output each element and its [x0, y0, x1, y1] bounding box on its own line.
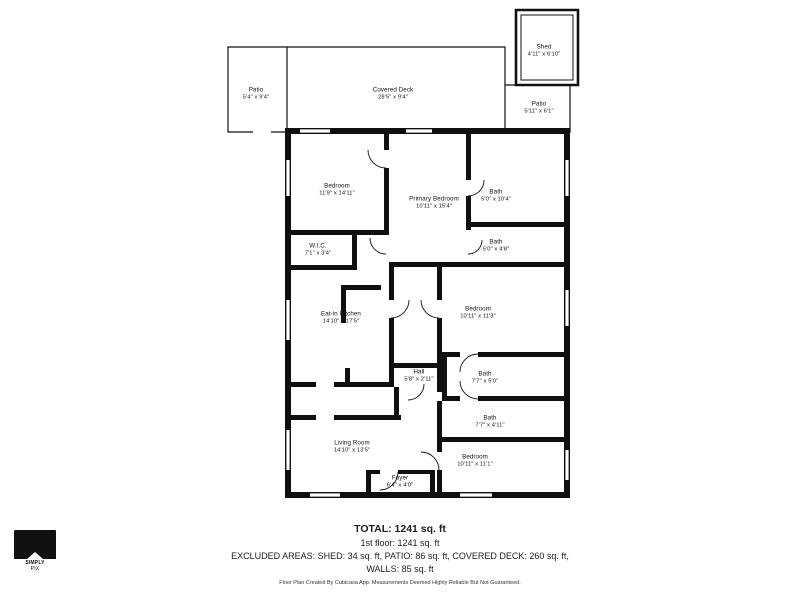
room-dims: 14'10" x 17'5" [322, 318, 360, 325]
room-name: Patio [248, 86, 264, 94]
room-name: Eat-in Kitchen [321, 310, 361, 318]
logo-line-1: SIMPLY [25, 560, 45, 566]
excluded-areas-text: EXCLUDED AREAS: SHED: 34 sq. ft, PATIO: 86 sq. ft, COVERED DECK: 260 sq. ft, [231, 551, 569, 561]
room-name: W.I.C. [309, 242, 327, 250]
room-name: Bath [489, 188, 503, 196]
walls-area-text: WALLS: 85 sq. ft [366, 564, 434, 574]
room-dims: 28'5" x 9'4" [378, 94, 408, 101]
room-dims: 10'11" x 15'4" [415, 203, 452, 210]
room-dims: 10'11" x 11'3" [460, 313, 496, 320]
room-dims: 5'0" x 4'8" [482, 246, 510, 253]
room-name: Hall [413, 368, 425, 376]
logo-line-2: PIX [30, 566, 40, 572]
room-dims: 4'11" x 6'10" [527, 51, 561, 58]
room-dims: 14'10" x 13'5" [333, 447, 371, 454]
room-dims: 7'7" x 5'0" [471, 378, 499, 385]
room-dims: 7'1" x 3'4" [304, 250, 332, 257]
logo-text [14, 559, 56, 572]
room-dims: 7'7" x 4'11" [475, 422, 505, 429]
room-dims: 5'11" x 6'1" [524, 108, 554, 115]
room-dims: 5'8" x 2'11" [404, 376, 434, 383]
house-icon [27, 552, 43, 559]
room-dims: 11'9" x 14'11" [319, 190, 355, 197]
room-name: Bath [489, 238, 503, 246]
room-dims: 5'4" x 9'4" [242, 94, 270, 101]
room-name: Covered Deck [372, 86, 414, 94]
room-name: Bath [478, 370, 492, 378]
room-name: Bedroom [324, 182, 350, 190]
room-name: Shed [536, 43, 552, 51]
outdoor-areas [228, 10, 578, 132]
room-dims: 5'0" x 10'4" [481, 196, 511, 203]
room-dims: 6'4" x 4'0" [386, 482, 414, 489]
room-name: Foyer [391, 474, 409, 482]
logo [14, 530, 56, 572]
room-name: Bedroom [465, 305, 491, 313]
room-name: Patio [531, 100, 547, 108]
door-openings [316, 150, 478, 472]
total-area-text: TOTAL: 1241 sq. ft [354, 523, 446, 535]
room-name: Living Room [334, 439, 370, 447]
disclaimer-text: Floor Plan Created By Cubicasa App. Measurements Deemed Highly Reliable But Not Guaranteed. [279, 580, 521, 586]
room-name: Bedroom [462, 453, 488, 461]
exterior-walls [285, 128, 570, 498]
first-floor-area-text: 1st floor: 1241 sq. ft [360, 538, 440, 548]
room-name: Primary Bedroom [409, 195, 459, 203]
room-dims: 10'11" x 11'1" [457, 461, 493, 468]
room-name: Bath [483, 414, 497, 422]
